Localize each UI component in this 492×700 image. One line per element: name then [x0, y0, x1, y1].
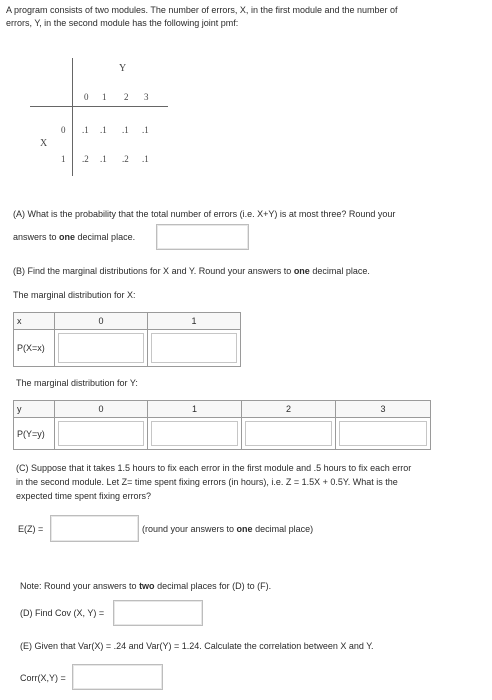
pmf-y-label: Y — [119, 63, 127, 74]
pmf-prob: .1 — [142, 154, 149, 164]
cov-label: (D) Find Cov (X, Y) = — [20, 608, 105, 618]
marginal-y-value-header: 2 — [241, 400, 336, 418]
intro-line-1: A program consists of two modules. The number of errors, X, in the first module and the number of — [6, 5, 398, 15]
pmf-horizontal-rule — [30, 106, 168, 107]
marginal-y-cell — [147, 417, 242, 450]
marginal-y-value-header: 1 — [147, 400, 242, 418]
marginal-x-prob-input[interactable] — [58, 333, 144, 363]
pmf-vertical-rule — [72, 58, 73, 176]
part-a-answer-input[interactable] — [156, 224, 249, 250]
marginal-x-cell — [147, 329, 241, 367]
pmf-y-value: 3 — [144, 92, 149, 102]
pmf-prob: .2 — [82, 154, 89, 164]
part-b-line-1: (B) Find the marginal distributions for X and Y. Round your answers to one decimal place. — [13, 266, 370, 276]
pmf-x-value: 1 — [61, 154, 66, 164]
marginal-y-value-header: 0 — [54, 400, 148, 418]
marginal-x-value-header: 0 — [54, 312, 148, 330]
corr-label: Corr(X,Y) = — [20, 673, 66, 683]
marginal-y-caption: The marginal distribution for Y: — [16, 378, 138, 388]
pmf-prob: .1 — [100, 154, 107, 164]
intro-line-2: errors, Y, in the second module has the following joint pmf: — [6, 18, 239, 28]
corr-answer-input[interactable] — [72, 664, 163, 690]
ez-answer-input[interactable] — [50, 515, 139, 542]
pmf-prob: .1 — [142, 125, 149, 135]
pmf-prob: .1 — [82, 125, 89, 135]
part-c-line-1: (C) Suppose that it takes 1.5 hours to fix each error in the first module and .5 hours to fix each error — [16, 463, 412, 473]
marginal-y-prob-input[interactable] — [339, 421, 427, 446]
rounding-note: Note: Round your answers to two decimal places for (D) to (F). — [20, 581, 272, 591]
marginal-x-caption: The marginal distribution for X: — [13, 290, 136, 300]
part-c-line-2: in the second module. Let Z= time spent fixing errors (in hours), i.e. Z = 1.5X + 0.5Y. What is the — [16, 477, 398, 487]
ez-label: E(Z) = — [18, 524, 44, 534]
marginal-x-value-header: 1 — [147, 312, 241, 330]
part-c-line-3: expected time spent fixing errors? — [16, 491, 152, 501]
pmf-prob: .2 — [122, 154, 129, 164]
pmf-y-value: 1 — [102, 92, 107, 102]
marginal-y-prob-input[interactable] — [151, 421, 238, 446]
marginal-x-prob-label: P(X=x) — [13, 329, 55, 367]
marginal-y-prob-input[interactable] — [58, 421, 144, 446]
marginal-x-prob-input[interactable] — [151, 333, 237, 363]
pmf-x-label: X — [40, 138, 48, 149]
part-a-line-2: answers to one decimal place. — [13, 232, 136, 242]
marginal-y-value-header: 3 — [335, 400, 431, 418]
marginal-y-var-header: y — [13, 400, 55, 418]
marginal-y-prob-input[interactable] — [245, 421, 332, 446]
pmf-y-value: 0 — [84, 92, 89, 102]
pmf-prob: .1 — [122, 125, 129, 135]
pmf-x-value: 0 — [61, 125, 66, 135]
marginal-y-prob-label: P(Y=y) — [13, 417, 55, 450]
ez-rounding-hint: (round your answers to one decimal place) — [142, 524, 314, 534]
marginal-x-var-header: x — [13, 312, 55, 330]
part-e-text: (E) Given that Var(X) = .24 and Var(Y) = 1.24. Calculate the correlation between X and Y. — [20, 641, 374, 651]
part-a-line-1: (A) What is the probability that the total number of errors (i.e. X+Y) is at most three? Round your — [13, 209, 396, 219]
pmf-y-value: 2 — [124, 92, 129, 102]
pmf-prob: .1 — [100, 125, 107, 135]
marginal-y-cell — [335, 417, 431, 450]
marginal-y-cell — [54, 417, 148, 450]
marginal-y-cell — [241, 417, 336, 450]
marginal-x-cell — [54, 329, 148, 367]
cov-answer-input[interactable] — [113, 600, 203, 626]
